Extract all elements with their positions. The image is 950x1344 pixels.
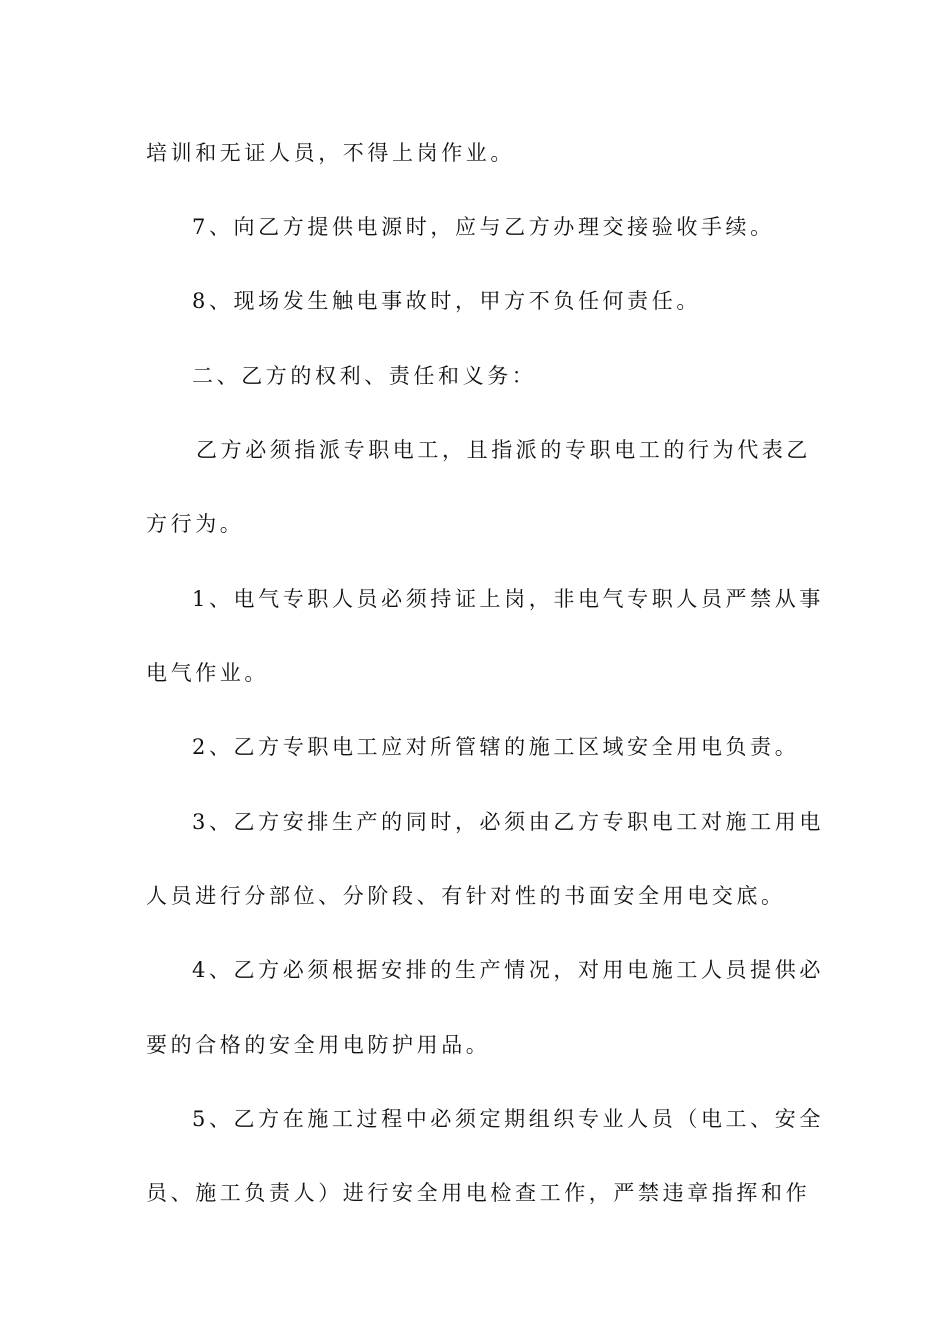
paragraph-line-6: 方行为。 xyxy=(146,512,245,536)
paragraph-line-15: 员、施工负责人）进行安全用电检查工作，严禁违章指挥和作 xyxy=(146,1181,811,1205)
paragraph-line-1: 培训和无证人员，不得上岗作业。 xyxy=(146,141,515,165)
paragraph-line-11: 人员进行分部位、分阶段、有针对性的书面安全用电交底。 xyxy=(146,884,786,908)
paragraph-line-9: 2、乙方专职电工应对所管辖的施工区域安全用电负责。 xyxy=(192,735,800,759)
paragraph-line-12: 4、乙方必须根据安排的生产情况，对用电施工人员提供必 xyxy=(192,958,824,982)
paragraph-line-2: 7、向乙方提供电源时，应与乙方办理交接验收手续。 xyxy=(192,215,775,239)
paragraph-line-10: 3、乙方安排生产的同时，必须由乙方专职电工对施工用电 xyxy=(192,810,824,834)
section-heading: 二、乙方的权利、责任和义务： xyxy=(192,364,537,388)
paragraph-line-8: 电气作业。 xyxy=(146,661,269,685)
paragraph-line-3: 8、现场发生触电事故时，甲方不负任何责任。 xyxy=(192,289,701,313)
paragraph-line-14: 5、乙方在施工过程中必须定期组织专业人员（电工、安全 xyxy=(192,1107,824,1131)
paragraph-line-7: 1、电气专职人员必须持证上岗，非电气专职人员严禁从事 xyxy=(192,587,824,611)
paragraph-line-5: 乙方必须指派专职电工，且指派的专职电工的行为代表乙 xyxy=(196,438,811,462)
paragraph-line-13: 要的合格的安全用电防护用品。 xyxy=(146,1033,491,1057)
